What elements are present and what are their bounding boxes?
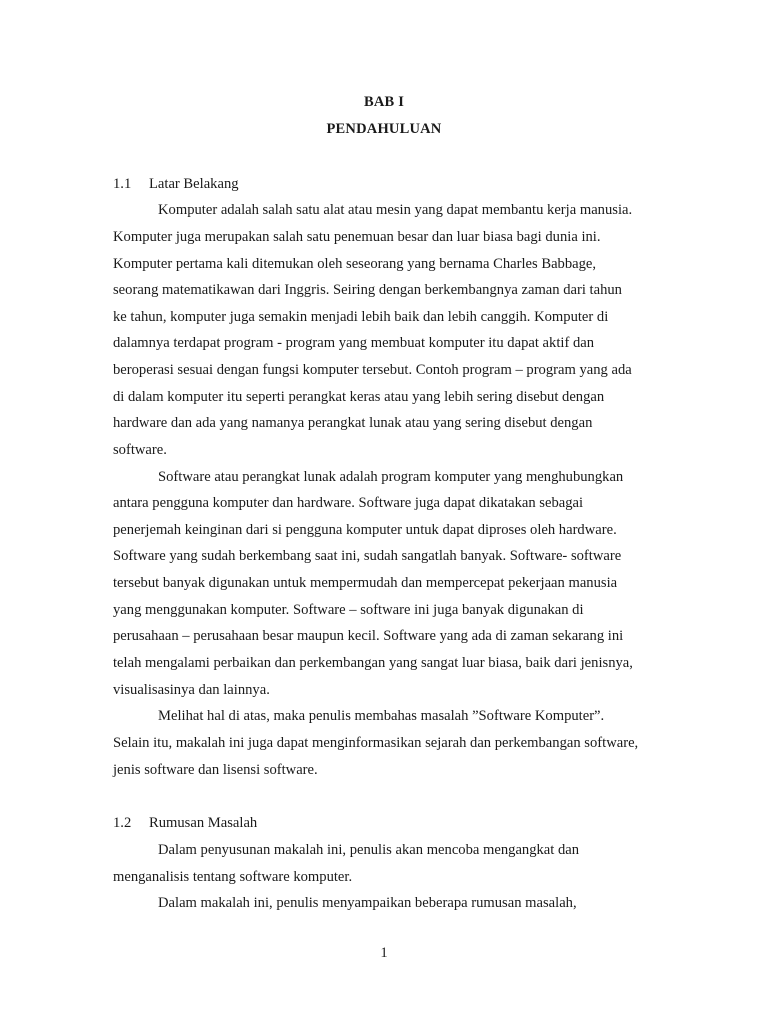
paragraph-line: jenis software dan lisensi software.	[113, 762, 318, 778]
paragraph-line: tersebut banyak digunakan untuk mempermudah dan mempercepat pekerjaan manusia	[113, 575, 618, 591]
paragraph-line: software.	[113, 442, 167, 458]
paragraph-line: Komputer pertama kali ditemukan oleh seseorang yang bernama Charles Babbage,	[113, 256, 597, 272]
section-title: Rumusan Masalah	[149, 815, 258, 831]
paragraph-line: yang menggunakan komputer. Software – software ini juga banyak digunakan di	[113, 602, 584, 618]
page-number: 1	[380, 945, 388, 961]
paragraph-line: Komputer adalah salah satu alat atau mesin yang dapat membantu kerja manusia.	[158, 202, 633, 218]
paragraph-line: di dalam komputer itu seperti perangkat keras atau yang lebih sering disebut dengan	[113, 389, 605, 405]
paragraph-line: Software yang sudah berkembang saat ini, sudah sangatlah banyak. Software- software	[113, 548, 622, 564]
paragraph-line: dalamnya terdapat program - program yang membuat komputer itu dapat aktif dan	[113, 335, 595, 351]
paragraph-line: perusahaan – perusahaan besar maupun kecil. Software yang ada di zaman sekarang ini	[113, 628, 624, 644]
section-number: 1.1	[113, 176, 132, 192]
paragraph-line: visualisasinya dan lainnya.	[113, 682, 270, 698]
paragraph-line: Software atau perangkat lunak adalah program komputer yang menghubungkan	[158, 469, 624, 485]
paragraph-line: Melihat hal di atas, maka penulis membahas masalah ”Software Komputer”.	[158, 708, 605, 724]
paragraph-line: telah mengalami perbaikan dan perkembangan yang sangat luar biasa, baik dari jenisnya,	[113, 655, 633, 671]
section-title: Latar Belakang	[149, 176, 239, 192]
paragraph-line: ke tahun, komputer juga semakin menjadi lebih baik dan lebih canggih. Komputer di	[113, 309, 609, 325]
paragraph-line: antara pengguna komputer dan hardware. Software juga dapat dikatakan sebagai	[113, 495, 584, 511]
paragraph-line: Dalam makalah ini, penulis menyampaikan beberapa rumusan masalah,	[158, 895, 577, 911]
paragraph-line: Komputer juga merupakan salah satu penemuan besar dan luar biasa bagi dunia ini.	[113, 229, 601, 245]
chapter-title: BAB I	[363, 94, 405, 110]
paragraph-line: Dalam penyusunan makalah ini, penulis akan mencoba mengangkat dan	[158, 842, 580, 858]
paragraph-line: seorang matematikawan dari Inggris. Seiring dengan berkembangnya zaman dari tahun	[113, 282, 622, 298]
paragraph-line: Selain itu, makalah ini juga dapat menginformasikan sejarah dan perkembangan software,	[113, 735, 639, 751]
paragraph-line: menganalisis tentang software komputer.	[113, 869, 353, 885]
paragraph-line: beroperasi sesuai dengan fungsi komputer tersebut. Contoh program – program yang ada	[113, 362, 632, 378]
paragraph-line: penerjemah keinginan dari si pengguna komputer untuk dapat diproses oleh hardware.	[113, 522, 617, 538]
section-number: 1.2	[113, 815, 132, 831]
paragraph-line: hardware dan ada yang namanya perangkat lunak atau yang sering disebut dengan	[113, 415, 593, 431]
chapter-subtitle: PENDAHULUAN	[326, 121, 442, 137]
